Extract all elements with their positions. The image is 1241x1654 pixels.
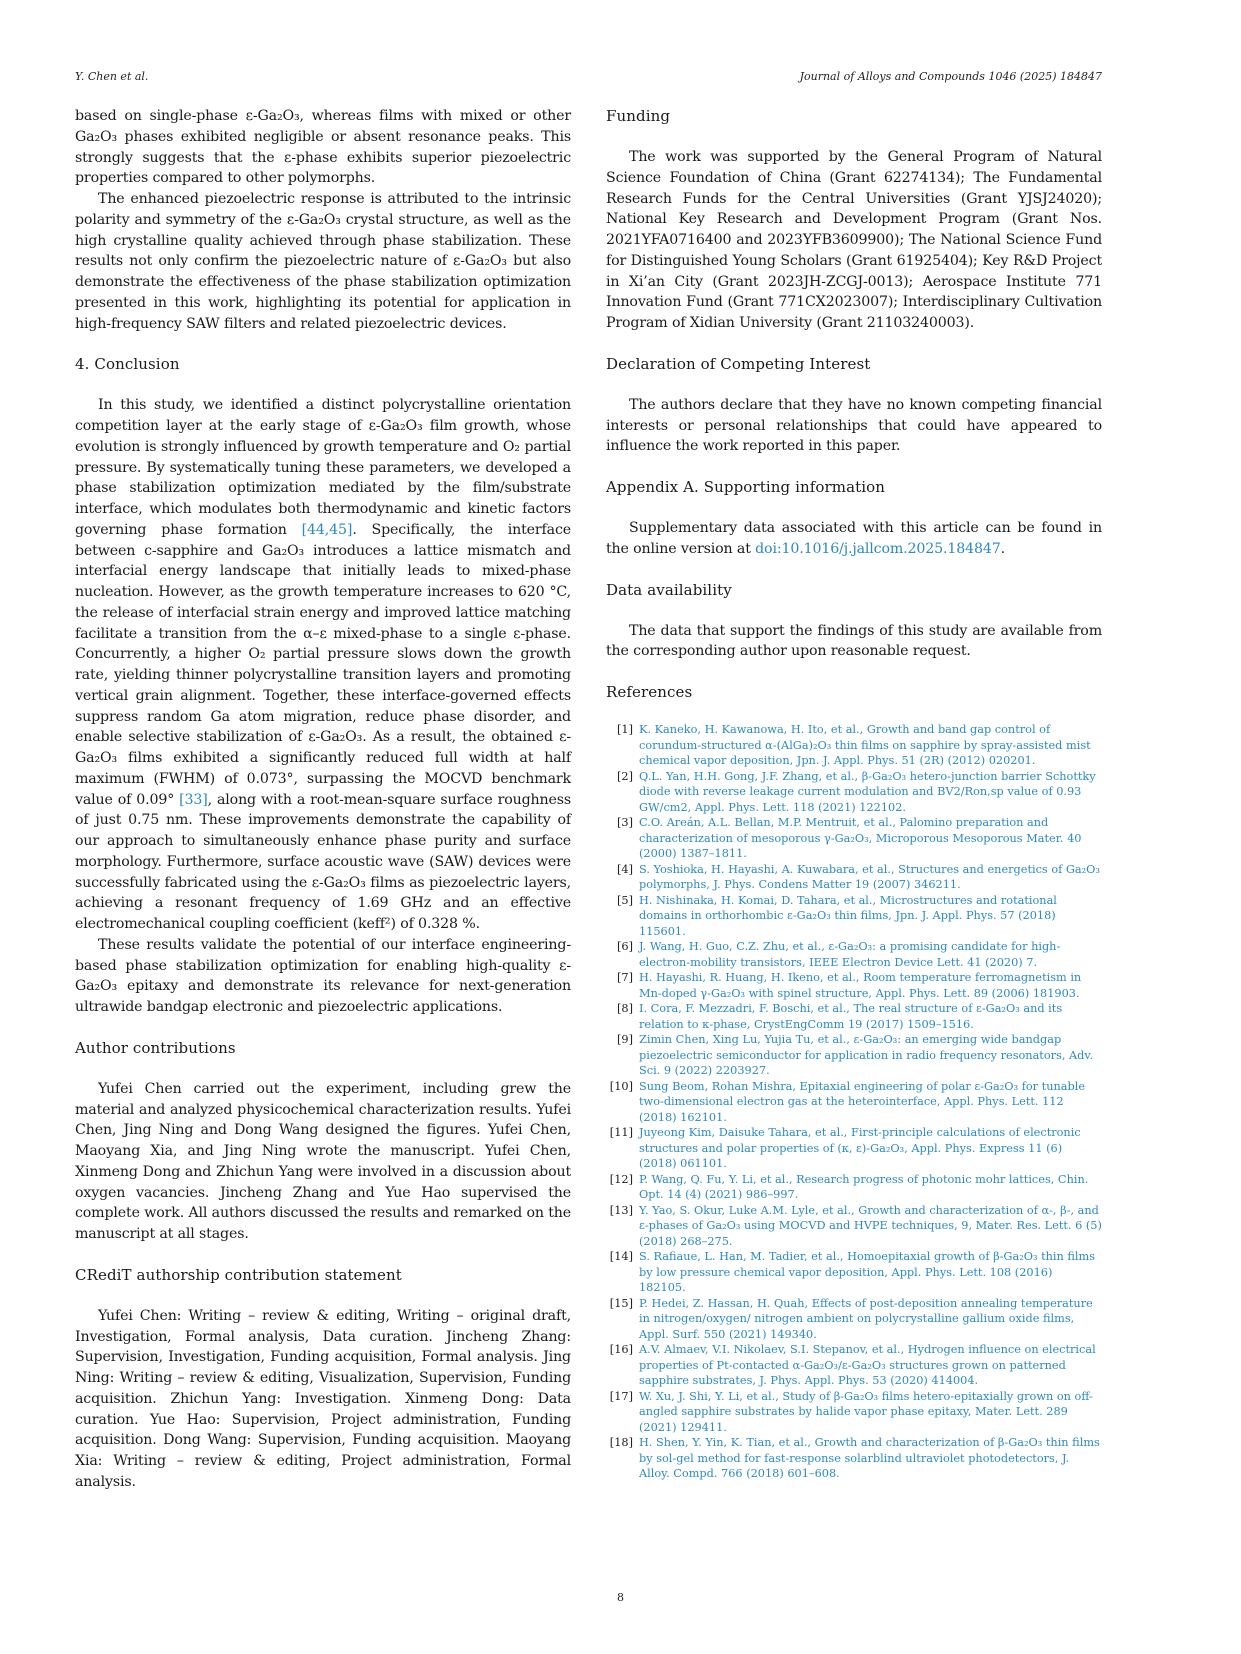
reference-link[interactable]: W. Xu, J. Shi, Y. Li, et al., Study of β-Ga₂O₃ films hetero-epitaxially grown on off-angled sapphire substrates by halide vapor phase epitaxy, Mater. Lett. 289 (2021) 129411. [639,1389,1093,1434]
funding-paragraph: The work was supported by the General Program of Natural Science Foundation of China (Grant 62274134); The Fundamental Research Funds for the Central Universities (Grant YJSJ24020); National Key Research and Development Program (Grant Nos. 2021YFA0716400 and 2023YFB3609900); The National Science Fund for Distinguished Young Scholars (Grant 61925404); Key R&D Project in Xi’an City (Grant 2023JH-ZCGJ-0013); Aerospace Institute 771 Innovation Fund (Grant 771CX2023007); Interdisciplinary Cultivation Program of Xidian University (Grant 21103240003). [606,149,1102,331]
citation-link[interactable]: [33] [179,791,208,808]
reference-number: [3] [616,816,633,829]
right-column [606,106,1102,1482]
reference-link[interactable]: S. Rafiaue, L. Han, M. Tadier, et al., Homoepitaxial growth of β-Ga₂O₃ thin films by low pressure chemical vapor deposition, Appl. Phys. Lett. 108 (2016) 182105. [639,1250,1096,1294]
appendix-paragraph [606,518,1102,560]
text-span: Supplementary data associated with this article can be found in the online version at [606,520,1102,557]
reference-item [606,970,1102,1001]
reference-link[interactable]: C.O. Areán, A.L. Bellan, M.P. Mentruit, et al., Palomino preparation and characterization of mesoporous γ-Ga₂O₃, Microporous Mesoporous Mater. 40 (2000) 1387–1811. [639,816,1082,860]
reference-list [606,722,1102,1482]
reference-link[interactable]: P. Wang, Q. Fu, Y. Li, et al., Research progress of photonic mohr lattices, Chin. Opt. 14 (4) (2021) 986–997. [639,1172,1089,1201]
reference-number: [5] [616,893,633,907]
reference-number: [1] [616,723,633,736]
text-span: In this study, we identified a distinct polycrystalline orientation competition layer at the early stage of ε-Ga₂O₃ film growth, whose evolution is strongly influenced by growth temperature and O₂ partial pressure. By systematically tuning these parameters, we developed a phase stabilization optimization mediated by the film/substrate interface, which modulates both thermodynamic and kinetic factors governing phase formation [75,397,571,538]
reference-number: [13] [609,1203,633,1217]
conclusion-paragraph: These results validate the potential of our interface engineering-based phase stabilization optimization for enabling high-quality ε-Ga₂O₃ epitaxy and demonstrate its relevance for next-generation ultrawide bandgap electronic and piezoelectric applications. [75,936,571,1015]
declaration-paragraph: The authors declare that they have no known competing financial interests or personal relationships that could have appeared to influence the work reported in this paper. [606,396,1102,455]
reference-number: [9] [616,1033,633,1046]
running-head-authors: Y. Chen et al. [75,70,149,83]
text-span: . Specifically, the interface between c-sapphire and Ga₂O₃ introduces a lattice mismatch and interfacial energy landscape that initially leads to mixed-phase nucleation. However, as the growth temperature increases to 620 °C, the release of interfacial strain energy and improved lattice matching facilitate a transition from the α–ε mixed-phase to a single ε-phase. Concurrently, a higher O₂ partial pressure slows down the growth rate, yielding thinner polycrystalline transition layers and promoting vertical grain alignment. Together, these interface-governed effects suppress random Ga atom migration, reduce phase disorder, and enable selective stabilization of ε-Ga₂O₃. As a result, the obtained ε-Ga₂O₃ films exhibited a significantly reduced full width at half maximum (FWHM) of 0.073°, surpassing the MOCVD benchmark value of 0.09° [75,521,571,808]
reference-item [606,1296,1102,1343]
reference-number: [15] [609,1296,633,1310]
section-heading-references: References [606,683,693,701]
reference-item [606,1435,1102,1482]
reference-number: [8] [616,1002,633,1015]
reference-number: [6] [616,940,633,953]
running-head-journal: Journal of Alloys and Compounds 1046 (2025) 184847 [799,70,1102,83]
reference-number: [18] [609,1436,633,1449]
section-heading-declaration: Declaration of Competing Interest [606,354,871,373]
reference-item [606,1342,1102,1389]
conclusion-paragraph [75,395,571,935]
reference-link[interactable]: I. Cora, F. Mezzadri, F. Boschi, et al., The real structure of ε-Ga₂O₃ and its relation to κ-phase, CrystEngComm 19 (2017) 1509–1516. [639,1002,1063,1031]
citation-link[interactable]: [44,45] [301,521,353,538]
reference-item [606,815,1102,862]
reference-number: [10] [609,1079,633,1093]
text-span: , along with a root-mean-square surface roughness of just 0.75 nm. These improvements demonstrate the capability of our approach to simultaneously enhance phase purity and surface morphology. Furthermore, surface acoustic wave (SAW) devices were successfully fabricated using the ε-Ga₂O₃ films as piezoelectric layers, achieving a resonant frequency of 1.69 GHz and an effective electromechanical coupling coefficient (keff²) of 0.328 %. [75,791,571,932]
data-availability-paragraph: The data that support the findings of this study are available from the corresponding author upon reasonable request. [606,622,1102,660]
page-number: 8 [617,1591,624,1604]
reference-item [606,1125,1102,1172]
reference-item [606,893,1102,940]
section-heading-credit: CRediT authorship contribution statement [75,1265,402,1284]
text-span: . [1000,540,1006,557]
reference-link[interactable]: S. Yoshioka, H. Hayashi, A. Kuwabara, et al., Structures and energetics of Ga₂O₃ polymorphs, J. Phys. Condens Matter 19 (2007) 346211. [639,862,1100,891]
reference-item [606,1079,1102,1126]
body-paragraph: based on single-phase ε-Ga₂O₃, whereas films with mixed or other Ga₂O₃ phases exhibited negligible or absent resonance peaks. This strongly suggests that the ε-phase exhibits superior piezoelectric properties compared to other polymorphs. [75,108,571,187]
reference-link[interactable]: K. Kaneko, H. Kawanowa, H. Ito, et al., Growth and band gap control of corundum-structured α-(AlGa)₂O₃ thin films on sapphire by spray-assisted mist chemical vapor deposition, Jpn. J. Appl. Phys. 51 (2R) (2012) 020201. [639,723,1091,767]
section-heading-appendix: Appendix A. Supporting information [606,478,886,496]
reference-link[interactable]: Juyeong Kim, Daisuke Tahara, et al., First-principle calculations of electronic structures and polar properties of (κ, ε)-Ga₂O₃, Appl. Phys. Express 11 (6) (2018) 061101. [639,1126,1081,1170]
reference-item [606,1032,1102,1079]
reference-item [606,769,1102,816]
reference-link[interactable]: Sung Beom, Rohan Mishra, Epitaxial engineering of polar ε-Ga₂O₃ for tunable two-dimensional electron gas at the heterointerface, Appl. Phys. Lett. 112 (2018) 162101. [639,1079,1086,1124]
reference-number: [2] [616,769,633,783]
reference-item [606,1001,1102,1032]
reference-number: [12] [609,1172,633,1186]
reference-link[interactable]: A.V. Almaev, V.I. Nikolaev, S.I. Stepanov, et al., Hydrogen influence on electrical properties of Pt-contacted α-Ga₂O₃/ε-Ga₂O₃ structures grown on patterned sapphire substrates, J. Phys. Appl. Phys. 53 (2020) 414004. [639,1343,1096,1387]
credit-paragraph: Yufei Chen: Writing – review & editing, Writing – original draft, Investigation, Formal analysis, Data curation. Jincheng Zhang: Supervision, Investigation, Funding acquisition, Formal analysis. Jing Ning: Writing – review & editing, Visualization, Supervision, Funding acquisition. Zhichun Yang: Investigation. Xinmeng Dong: Data curation. Yue Hao: Supervision, Project administration, Funding acquisition. Dong Wang: Supervision, Funding acquisition. Maoyang Xia: Writing – review & editing, Project administration, Formal analysis. [75,1307,571,1490]
reference-item [606,939,1102,970]
author-contributions-paragraph: Yufei Chen carried out the experiment, including grew the material and analyzed physicochemical characterization results. Yufei Chen, Jing Ning and Dong Wang designed the figures. Yufei Chen, Maoyang Xia, and Jing Ning wrote the manuscript. Yufei Chen, Xinmeng Dong and Zhichun Yang were involved in a discussion about oxygen vacancies. Jincheng Zhang and Yue Hao supervised the complete work. All authors discussed the results and remarked on the manuscript at all stages. [75,1080,571,1242]
reference-number: [4] [616,862,633,876]
reference-item [606,1249,1102,1296]
section-heading-conclusion: 4. Conclusion [75,355,180,374]
section-heading-data-availability: Data availability [606,580,732,599]
doi-link[interactable]: doi:10.1016/j.jallcom.2025.184847 [755,540,1001,557]
reference-link[interactable]: P. Hedei, Z. Hassan, H. Quah, Effects of post-deposition annealing temperature in nitrogen/oxygen/ nitrogen ambient on polycrystalline gallium oxide films, Appl. Surf. 550 (2021) 149340. [639,1296,1093,1341]
left-column [75,106,571,1493]
reference-item [606,1172,1102,1203]
reference-number: [11] [609,1126,633,1139]
reference-number: [16] [609,1343,633,1356]
reference-item [606,862,1102,893]
body-paragraph: The enhanced piezoelectric response is attributed to the intrinsic polarity and symmetry of the ε-Ga₂O₃ crystal structure, as well as the high crystalline quality achieved through phase stabilization. These results not only confirm the piezoelectric nature of ε-Ga₂O₃ but also demonstrate the effectiveness of the phase stabilization optimization presented in this work, highlighting its potential for application in high-frequency SAW filters and related piezoelectric devices. [75,191,571,332]
reference-item [606,1203,1102,1250]
reference-item [606,1389,1102,1436]
reference-link[interactable]: H. Hayashi, R. Huang, H. Ikeno, et al., Room temperature ferromagnetism in Mn-doped γ-Ga₂O₃ with spinel structure, Appl. Phys. Lett. 89 (2006) 181903. [639,971,1082,1000]
reference-link[interactable]: Q.L. Yan, H.H. Gong, J.F. Zhang, et al., β-Ga₂O₃ hetero-junction barrier Schottky diode with reverse leakage current modulation and BV2/Ron,sp value of 0.93 GW/cm2, Appl. Phys. Lett. 118 (2021) 122102. [639,769,1096,814]
reference-link[interactable]: J. Wang, H. Guo, C.Z. Zhu, et al., ε-Ga₂O₃: a promising candidate for high-electron-mobility transistors, IEEE Electron Device Lett. 41 (2020) 7. [639,940,1061,969]
section-heading-funding: Funding [606,107,671,125]
reference-link[interactable]: H. Shen, Y. Yin, K. Tian, et al., Growth and characterization of β-Ga₂O₃ thin films by sol-gel method for fast-response solarblind ultraviolet photodetectors, J. Alloy. Compd. 766 (2018) 601–608. [639,1436,1100,1480]
reference-number: [14] [609,1250,633,1263]
section-heading-author-contributions: Author contributions [75,1038,236,1057]
reference-link[interactable]: Y. Yao, S. Okur, Luke A.M. Lyle, et al., Growth and characterization of α-, β-, and ε-phases of Ga₂O₃ using MOCVD and HVPE techniques, 9, Mater. Res. Lett. 6 (5) (2018) 268–275. [639,1203,1102,1248]
reference-link[interactable]: H. Nishinaka, H. Komai, D. Tahara, et al., Microstructures and rotational domains in orthorhombic ε-Ga₂O₃ thin films, Jpn. J. Appl. Phys. 57 (2018) 115601. [639,893,1057,938]
reference-item [606,722,1102,769]
reference-number: [7] [616,971,633,984]
reference-number: [17] [609,1389,633,1403]
reference-link[interactable]: Zimin Chen, Xing Lu, Yujia Tu, et al., ε-Ga₂O₃: an emerging wide bandgap piezoelectric semiconductor for application in radio frequency resonators, Adv. Sci. 9 (2022) 2203927. [639,1033,1094,1077]
